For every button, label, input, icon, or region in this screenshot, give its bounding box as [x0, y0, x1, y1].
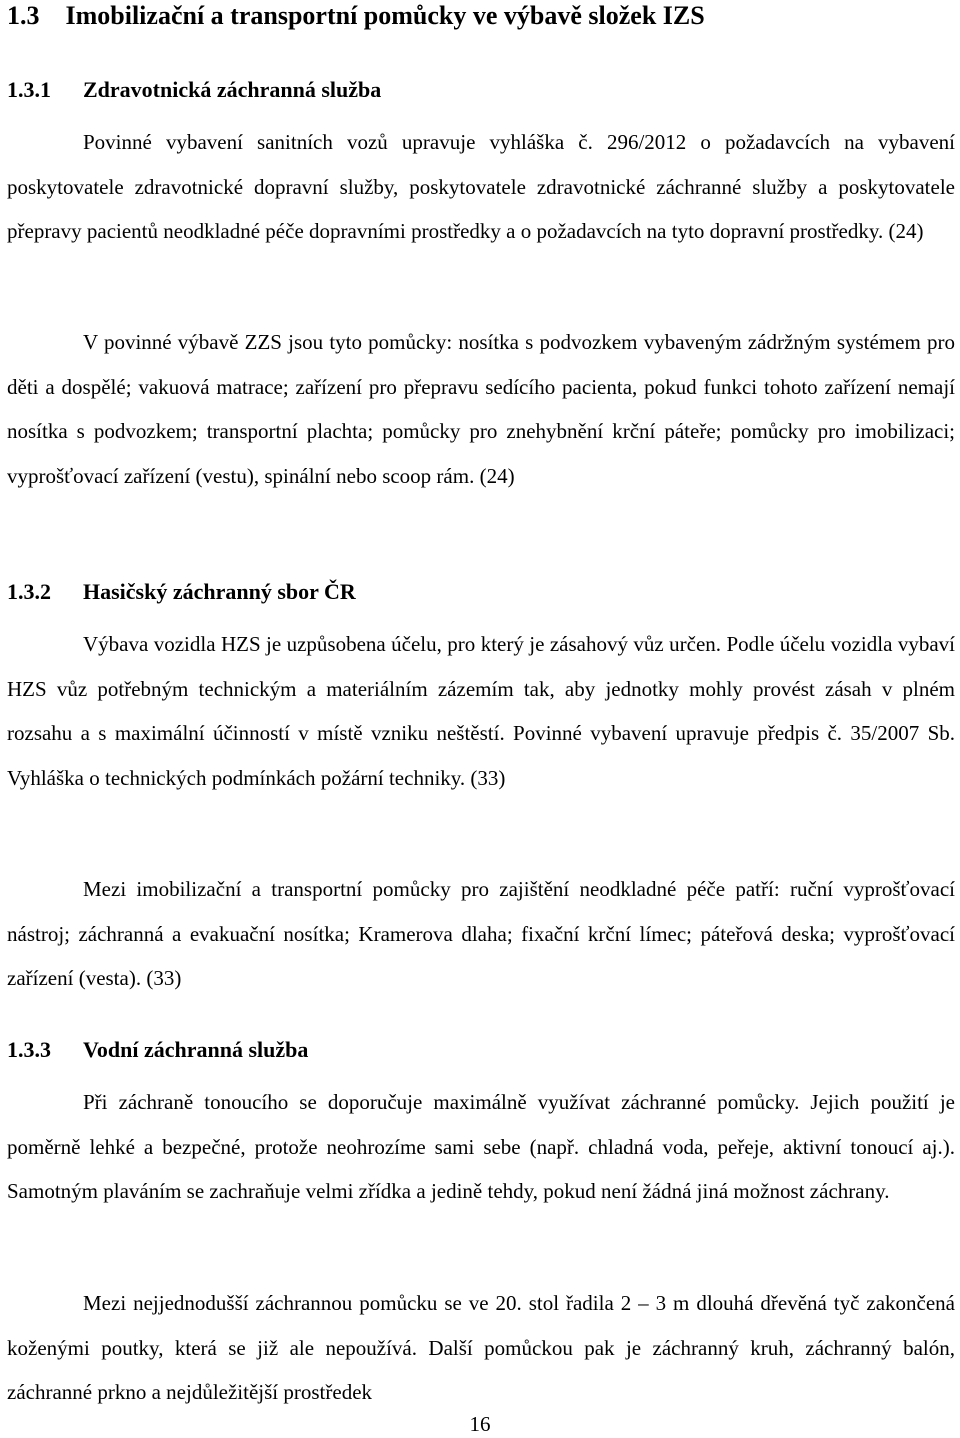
section-title: Zdravotnická záchranná služba — [83, 77, 382, 102]
section-heading-zzs — [7, 76, 381, 104]
paragraph: Mezi nejjednodušší záchrannou pomůcku se ve 20. stol řadila 2 – 3 m dlouhá dřevěná tyč zakončená koženými poutky, která se již ale nepoužívá. Další pomůckou pak je záchranný kruh, záchranný balón, záchranné prkno a nejdůležitější prostředek — [7, 1291, 955, 1405]
section-number: 1.3.1 — [7, 77, 51, 102]
paragraph: Při záchraně tonoucího se doporučuje maximálně využívat záchranné pomůcky. Jejich použití je poměrně lehké a bezpečné, protože neohrozíme sami sebe (např. chladná voda, peřeje, aktivní tonoucí aj.). Samotným plaváním se zachraňuje velmi zřídka a jedině tehdy, pokud není žádná jiná možnost záchrany. — [7, 1090, 955, 1204]
section-title: Vodní záchranná služba — [83, 1037, 309, 1062]
section-title: Hasičský záchranný sbor ČR — [83, 579, 356, 604]
section-heading-vzs — [7, 1036, 308, 1064]
section-number: 1.3.2 — [7, 579, 51, 604]
chapter-title: 1.3 Imobilizační a transportní pomůcky ve výbavě složek IZS — [7, 1, 705, 30]
paragraph: Povinné vybavení sanitních vozů upravuje vyhláška č. 296/2012 o požadavcích na vybavení poskytovatele zdravotnické dopravní služby, poskytovatele zdravotnické záchranné služby a poskytovatele přepravy pacientů neodkladné péče dopravními prostředky a o požadavcích na tyto dopravní prostředky. (24) — [7, 130, 955, 244]
paragraph: Výbava vozidla HZS je uzpůsobena účelu, pro který je zásahový vůz určen. Podle účelu vozidla vybaví HZS vůz potřebným technickým a materiálním zázemím tak, aby jednotky mohly provést zásah v plném rozsahu a s maximální účinností v místě vzniku neštěstí. Povinné vybavení upravuje předpis č. 35/2007 Sb. Vyhláška o technických podmínkách požární techniky. (33) — [7, 632, 955, 790]
section-heading-hzs — [7, 578, 356, 606]
section-number: 1.3.3 — [7, 1037, 51, 1062]
paragraph: Mezi imobilizační a transportní pomůcky pro zajištění neodkladné péče patří: ruční vyprošťovací nástroj; záchranná a evakuační nosítka; Kramerova dlaha; fixační krční límec; páteřová deska; vyprošťovací zařízení (vesta). (33) — [7, 877, 955, 991]
paragraph: V povinné výbavě ZZS jsou tyto pomůcky: nosítka s podvozkem vybaveným zádržným systémem pro děti a dospělé; vakuová matrace; zařízení pro přepravu sedícího pacienta, pokud funkci tohoto zařízení nemají nosítka s podvozkem; transportní plachta; pomůcky pro znehybnění krční páteře; pomůcky pro imobilizaci; vyprošťovací zařízení (vestu), spinální nebo scoop rám. (24) — [7, 330, 955, 488]
page-number: 16 — [469, 1412, 491, 1436]
